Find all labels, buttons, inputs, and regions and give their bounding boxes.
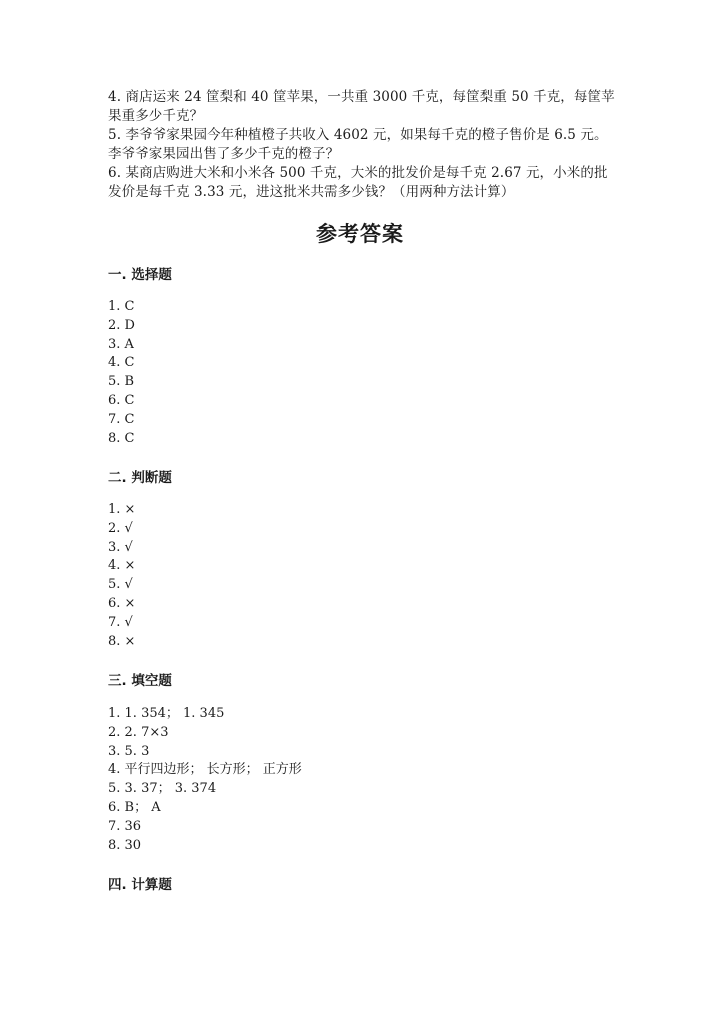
- answers-fill-blank: [108, 705, 302, 855]
- answer-item: 8. C: [108, 430, 135, 446]
- answer-item: 2. 2. 7×3: [108, 724, 169, 740]
- answer-item: 1. 1. 354； 1. 345: [108, 706, 225, 721]
- section-heading-fill-blank: 三. 填空题: [108, 673, 172, 689]
- answer-key-title: 参考答案: [316, 222, 404, 246]
- answer-item: 6. B； A: [108, 799, 161, 815]
- answer-item: 5. √: [108, 577, 133, 593]
- answer-item: 6. ×: [108, 595, 136, 611]
- problem-6: 6. 某商店购进大米和小米各 500 千克，大米的批发价是每千克 2.67 元，小米的批发价是每千克 3.33 元，进这批米共需多少钱？（用两种方法计算）: [108, 165, 608, 200]
- answer-item: 4. C: [108, 355, 135, 371]
- answer-item: 3. √: [108, 539, 133, 555]
- section-heading-choice: 一. 选择题: [108, 267, 172, 283]
- answer-item: 7. √: [108, 614, 133, 630]
- answer-item: 8. ×: [108, 633, 136, 649]
- answer-item: 6. C: [108, 392, 135, 408]
- answer-item: 5. B: [108, 374, 135, 390]
- word-problems: [108, 88, 618, 202]
- answer-item: 4. 平行四边形； 长方形； 正方形: [108, 762, 302, 778]
- section-heading-calculation: 四. 计算题: [108, 877, 172, 893]
- answer-item: 5. 3. 37； 3. 374: [108, 781, 217, 797]
- answer-item: 8. 30: [108, 837, 142, 853]
- answer-item: 2. D: [108, 317, 135, 333]
- answer-item: 1. ×: [108, 502, 136, 517]
- section-heading-judgment: 二. 判断题: [108, 470, 172, 486]
- answer-item: 1. C: [108, 299, 135, 314]
- answer-item: 2. √: [108, 520, 133, 536]
- answer-item: 3. A: [108, 336, 134, 352]
- answers-choice: [108, 298, 135, 448]
- answer-item: 7. 36: [108, 818, 142, 834]
- answer-item: 7. C: [108, 411, 135, 427]
- answer-item: 3. 5. 3: [108, 743, 150, 759]
- problem-4: 4. 商店运来 24 筐梨和 40 筐苹果，一共重 3000 千克，每筐梨重 50 千克，每筐苹果重多少千克？: [108, 89, 615, 124]
- problem-5: 5. 李爷爷家果园今年种植橙子共收入 4602 元，如果每千克的橙子售价是 6.5 元。李爷爷家果园出售了多少千克的橙子？: [108, 127, 608, 162]
- answer-item: 4. ×: [108, 558, 136, 574]
- answers-judgment: [108, 501, 135, 651]
